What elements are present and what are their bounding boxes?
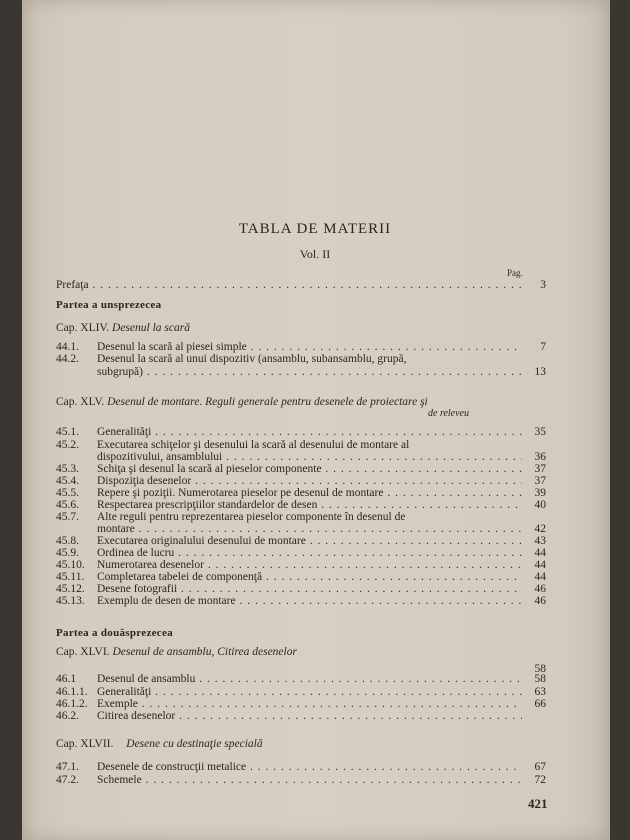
toc-row-text: Desene fotografii . . . (97, 583, 522, 596)
toc-row-page: 37 (534, 475, 546, 487)
toc-row-number: 45.11. (56, 571, 85, 583)
toc-row-number: 47.2. (56, 774, 79, 786)
toc-row-number: 45.13. (56, 595, 85, 607)
toc-row-number: 45.3. (56, 463, 79, 475)
toc-row-page: 35 (534, 426, 546, 438)
toc-row-continuation (56, 366, 546, 379)
toc-row-page: 39 (534, 487, 546, 499)
page-title: TABLA DE MATERII (238, 221, 392, 237)
toc-row (56, 426, 546, 439)
chapter-title-continuation (428, 408, 469, 419)
toc-row-text: Executarea schiţelor şi desenului la scară al desenului de montare al (97, 439, 410, 451)
chapter-heading-46 (56, 646, 297, 658)
toc-row-page: 63 (534, 686, 546, 698)
toc-row (56, 673, 546, 686)
toc-row-text: Desenele de construcţii metalice . . . (97, 761, 522, 774)
volume-label: Vol. II (299, 247, 331, 261)
toc-row-text: Alte reguli pentru reprezentarea pieselor componente în desenul de (97, 511, 406, 523)
toc-row-number: 45.7. (56, 511, 79, 523)
toc-row-page: 13 (534, 366, 546, 378)
toc-row-text: Dispoziţia desenelor . . . (97, 475, 522, 488)
toc-row-number: 45.5. (56, 487, 79, 499)
toc-row-page: 67 (534, 761, 546, 773)
toc-row-text: Exemple . . . (97, 698, 522, 711)
toc-row-number: 45.1. (56, 426, 79, 438)
toc-row-page: 42 (534, 523, 546, 535)
toc-row-number: 44.2. (56, 353, 79, 365)
toc-row (56, 774, 546, 787)
toc-row-number: 45.2. (56, 439, 79, 451)
chapter-number: Cap. XLV. (56, 396, 105, 408)
toc-row-text: montare . . . (97, 523, 522, 536)
chapter-title: Desenul de montare. Reguli generale pentru desenele de proiectare şi (107, 396, 428, 408)
chapter-number: Cap. XLVI. (56, 646, 110, 658)
chapter-number: Cap. XLVII. (56, 738, 114, 750)
toc-row (56, 353, 546, 366)
toc-row-text: Numerotarea desenelor . . . (97, 559, 522, 572)
toc-row-page: 44 (534, 559, 546, 571)
toc-row-text: subgrupă) . . . (97, 366, 522, 379)
toc-row-number: 45.10. (56, 559, 85, 571)
toc-row-page: 46 (534, 583, 546, 595)
toc-row-text: Schemele . . . (97, 774, 522, 787)
toc-row-page: 36 (534, 451, 546, 463)
toc-row-number: 46.1.1. (56, 686, 88, 698)
toc-row (56, 710, 546, 723)
toc-row-text: Desenul de ansamblu . . . (97, 673, 522, 686)
toc-row-number: 44.1. (56, 341, 79, 353)
toc-row-text: Respectarea prescripţiilor standardelor de desen . . . (97, 499, 522, 512)
toc-row-text: Generalităţi . . . (97, 686, 522, 699)
chapter-title: Desenul la scară (112, 322, 190, 334)
toc-row-text: Ordinea de lucru . . . (97, 547, 522, 560)
chapter-heading-47 (56, 738, 263, 750)
toc-row-number: 46.2. (56, 710, 79, 722)
toc-row-page: 66 (534, 698, 546, 710)
toc-row-preface (56, 279, 546, 292)
toc-row-page: 44 (534, 547, 546, 559)
chapter-number: Cap. XLIV. (56, 322, 110, 334)
toc-row-text: Desenul la scară al unui dispozitiv (ansamblu, subansamblu, grupă, (97, 353, 407, 365)
toc-row-text: Prefaţa . . . (56, 279, 522, 292)
toc-row-text: Schiţa şi desenul la scară al pieselor componente . . . (97, 463, 522, 476)
part-heading-11: Partea a unsprezecea (56, 299, 162, 311)
chapter-title: Desenul de ansamblu, Citirea desenelor (112, 646, 297, 658)
toc-row-page: 44 (534, 571, 546, 583)
toc-row-page: 3 (540, 279, 546, 291)
part-heading-12: Partea a douăsprezecea (56, 627, 173, 639)
chapter-title-line2: de releveu (428, 408, 469, 419)
chapter-title: Desene cu destinaţie specială (126, 738, 263, 750)
toc-row-page: 37 (534, 463, 546, 475)
toc-row (56, 595, 546, 608)
toc-row-number: 45.9. (56, 547, 79, 559)
page-column-header: Pag. (507, 268, 523, 278)
toc-row-text: Repere şi poziţii. Numerotarea pieselor pe desenul de montare . . . (97, 487, 522, 500)
chapter-heading-44 (56, 322, 190, 334)
toc-row-page: 43 (534, 535, 546, 547)
toc-row-number: 47.1. (56, 761, 79, 773)
toc-row-number: 45.8. (56, 535, 79, 547)
toc-row-text: Generalităţi . . . (97, 426, 522, 439)
toc-row-number: 45.6. (56, 499, 79, 511)
toc-row (56, 761, 546, 774)
toc-row-text: dispozitivului, ansamblului . . . (97, 451, 522, 464)
toc-row-page: 7 (540, 341, 546, 353)
toc-row-number: 46.1 (56, 673, 77, 685)
toc-row-number: 45.12. (56, 583, 85, 595)
toc-row-text: Desenul la scară al piesei simple . . . (97, 341, 522, 354)
toc-row-text: Exemplu de desen de montare . . . (97, 595, 522, 608)
toc-row-page: 72 (534, 774, 546, 786)
toc-row-page: 58 (534, 673, 546, 685)
toc-row-text: Executarea originalului desenului de montare . . . (97, 535, 522, 548)
toc-row-page: 40 (534, 499, 546, 511)
page-number: 421 (528, 796, 548, 811)
toc-row-text: Completarea tabelei de componenţă . . . (97, 571, 522, 584)
toc-row-page: 46 (534, 595, 546, 607)
toc-row-page: 58 (534, 663, 546, 675)
toc-row-number: 46.1.2. (56, 698, 88, 710)
toc-row-number: 45.4. (56, 475, 79, 487)
chapter-heading-45 (56, 396, 428, 408)
toc-row-text: Citirea desenelor . . . (97, 710, 522, 723)
